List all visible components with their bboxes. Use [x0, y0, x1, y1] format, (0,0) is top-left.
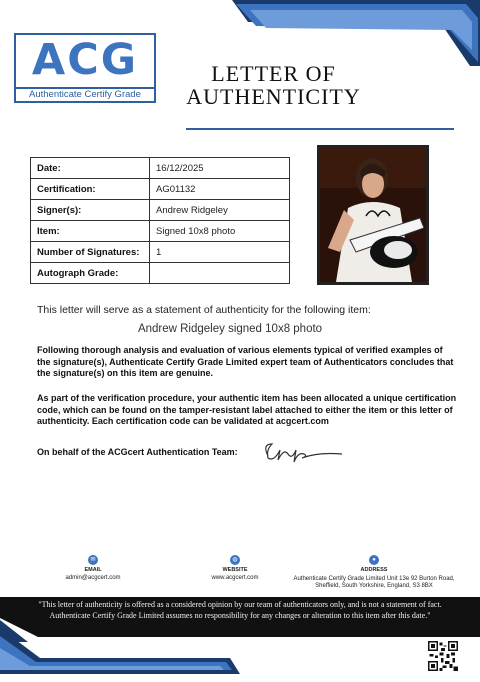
website-link[interactable]: www.acgcert.com	[211, 575, 259, 581]
table-row	[31, 242, 290, 263]
detail-value: AG01132	[150, 179, 290, 200]
contact-address: ● ADDRESS Authenticate Certify Grade Limited Unit 13e 92 Burton Road, Sheffield, South Yorkshire, England, S3 8BX	[293, 557, 455, 589]
table-row	[31, 221, 290, 242]
detail-label: Certification:	[31, 179, 150, 200]
signed-photo	[317, 145, 429, 285]
item-description: Andrew Ridgeley signed 10x8 photo	[137, 323, 323, 335]
detail-value: Andrew Ridgeley	[150, 200, 290, 221]
email-icon: ✉	[88, 555, 98, 565]
analysis-paragraph: Following thorough analysis and evaluation of various elements typical of verified examples of the signature(s), Authenticate Certify Grade Limited expert team of Authenticators concludes that the signature(s) on this item are genuine.	[37, 345, 454, 378]
globe-icon: ◍	[230, 555, 240, 565]
email-link[interactable]: admin@acgcert.com	[65, 575, 121, 581]
title-divider	[186, 128, 454, 130]
detail-label: Autograph Grade:	[31, 263, 150, 284]
behalf-line: On behalf of the ACGcert Authentication Team:	[37, 447, 238, 457]
detail-label: Date:	[31, 158, 150, 179]
contact-website: ◍ WEBSITE www.acgcert.com	[200, 555, 270, 581]
acg-logo	[14, 33, 156, 105]
table-row	[31, 179, 290, 200]
footer-stripes	[0, 618, 480, 682]
logo-tagline: Authenticate Certify Grade	[14, 87, 156, 103]
detail-label: Item:	[31, 221, 150, 242]
detail-label: Number of Signatures:	[31, 242, 150, 263]
table-row	[31, 158, 290, 179]
detail-label: Signer(s):	[31, 200, 150, 221]
qr-code[interactable]	[428, 641, 458, 671]
verification-paragraph: As part of the verification procedure, your authentic item has been allocated a unique certification code, which can be found on the tamper-resistant label attached to either the item or this letter of authenticity. Each certification code can be validated at acgcert.com	[37, 393, 457, 426]
authenticator-signature	[258, 436, 348, 466]
location-pin-icon: ●	[369, 555, 379, 565]
detail-value: 16/12/2025	[150, 158, 290, 179]
document-title: LETTER OF AUTHENTICITY	[186, 61, 361, 109]
logo-wordmark: ACG	[31, 35, 139, 85]
detail-value: Signed 10x8 photo	[150, 221, 290, 242]
contact-email: ✉ EMAIL admin@acgcert.com	[58, 555, 128, 581]
table-row	[31, 200, 290, 221]
intro-statement: This letter will serve as a statement of authenticity for the following item:	[37, 304, 371, 316]
detail-value: 1	[150, 242, 290, 263]
table-row	[31, 263, 290, 284]
certificate-details-table	[30, 157, 290, 284]
disclaimer-text: "This letter of authenticity is offered as a considered opinion by our team of authenticators only, and is not a statement of fact. Authenticate Certify Grade Limited assumes no responsibility for any changes or alteration to this item after this date."	[38, 600, 442, 620]
detail-value	[150, 263, 290, 284]
